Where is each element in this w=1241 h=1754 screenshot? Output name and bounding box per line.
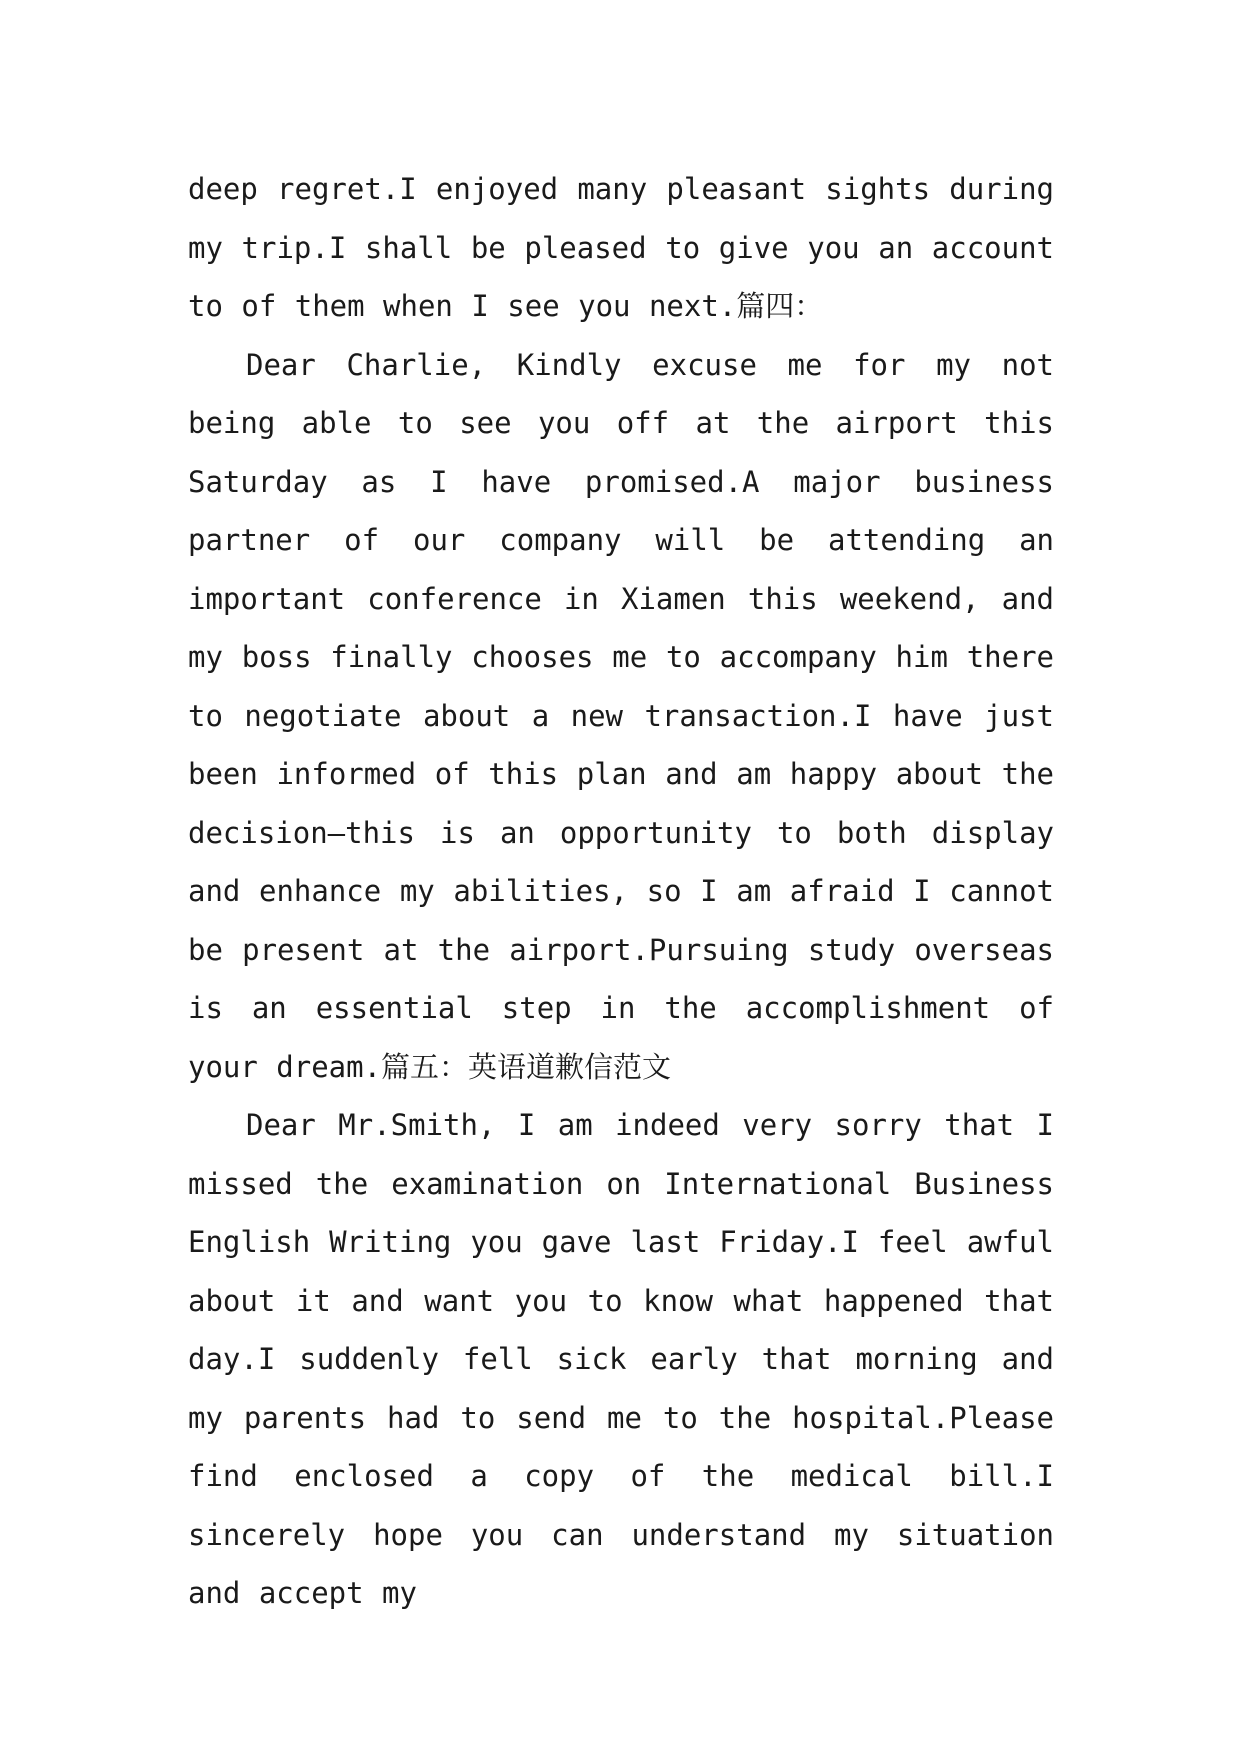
paragraph-continuation: deep regret.I enjoyed many pleasant sights during my trip.I shall be pleased to give you an account to of them when I see you next.篇四：	[188, 172, 1054, 323]
paragraph-letter-charlie: Dear Charlie, Kindly excuse me for my not being able to see you off at the airport this Saturday as I have promised.A major business partner of our company will be attending an important conference in Xiamen this weekend, and my boss finally chooses me to accompany him there to negotiate about a new transaction.I have just been informed of this plan and am happy about the decision—this is an opportunity to both display and enhance my abilities, so I am afraid I cannot be present at the airport.Pursuing study overseas is an essential step in the accomplishment of your dream.篇五：英语道歉信范文	[188, 347, 1054, 1084]
document-page	[188, 160, 1054, 1623]
paragraph-letter-mr-smith: Dear Mr.Smith, I am indeed very sorry that I missed the examination on International Business English Writing you gave last Friday.I feel awful about it and want you to know what happened that day.I suddenly fell sick early that morning and my parents had to send me to the hospital.Please find enclosed a copy of the medical bill.I sincerely hope you can understand my situation and accept my	[188, 1108, 1054, 1610]
